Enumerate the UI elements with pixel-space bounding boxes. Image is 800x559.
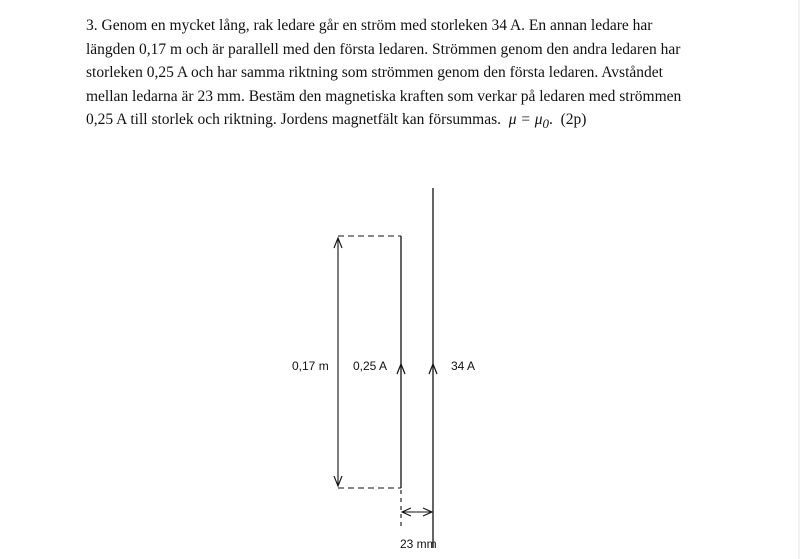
problem-line-3: storleken 0,25 A och har samma riktning som strömmen genom den första ledaren. Avståndet: [86, 64, 663, 81]
long-current-label: 34 A: [451, 359, 476, 373]
points-label: (2p): [560, 111, 587, 128]
length-label: 0,17 m: [292, 359, 329, 373]
mu-tail: .: [548, 111, 553, 128]
mu-subscript: 0: [542, 116, 549, 132]
problem-line-4: mellan ledarna är 23 mm. Bestäm den magnetiska kraften som verkar på ledaren med strömmen: [86, 87, 682, 105]
mu-text: μ = μ: [508, 111, 543, 128]
short-current-label: 0,25 A: [353, 359, 388, 373]
problem-line-1: 3. Genom en mycket lång, rak ledare går en ström med storleken 34 A. En annan ledare har: [86, 17, 653, 34]
problem-line-5-text: 0,25 A till storlek och riktning. Jordens magnetfält kan försummas.: [86, 111, 501, 128]
problem-line-2: längden 0,17 m och är parallell med den första ledaren. Strömmen genom den andra ledaren har: [86, 40, 681, 58]
distance-label: 23 mm: [400, 537, 437, 551]
